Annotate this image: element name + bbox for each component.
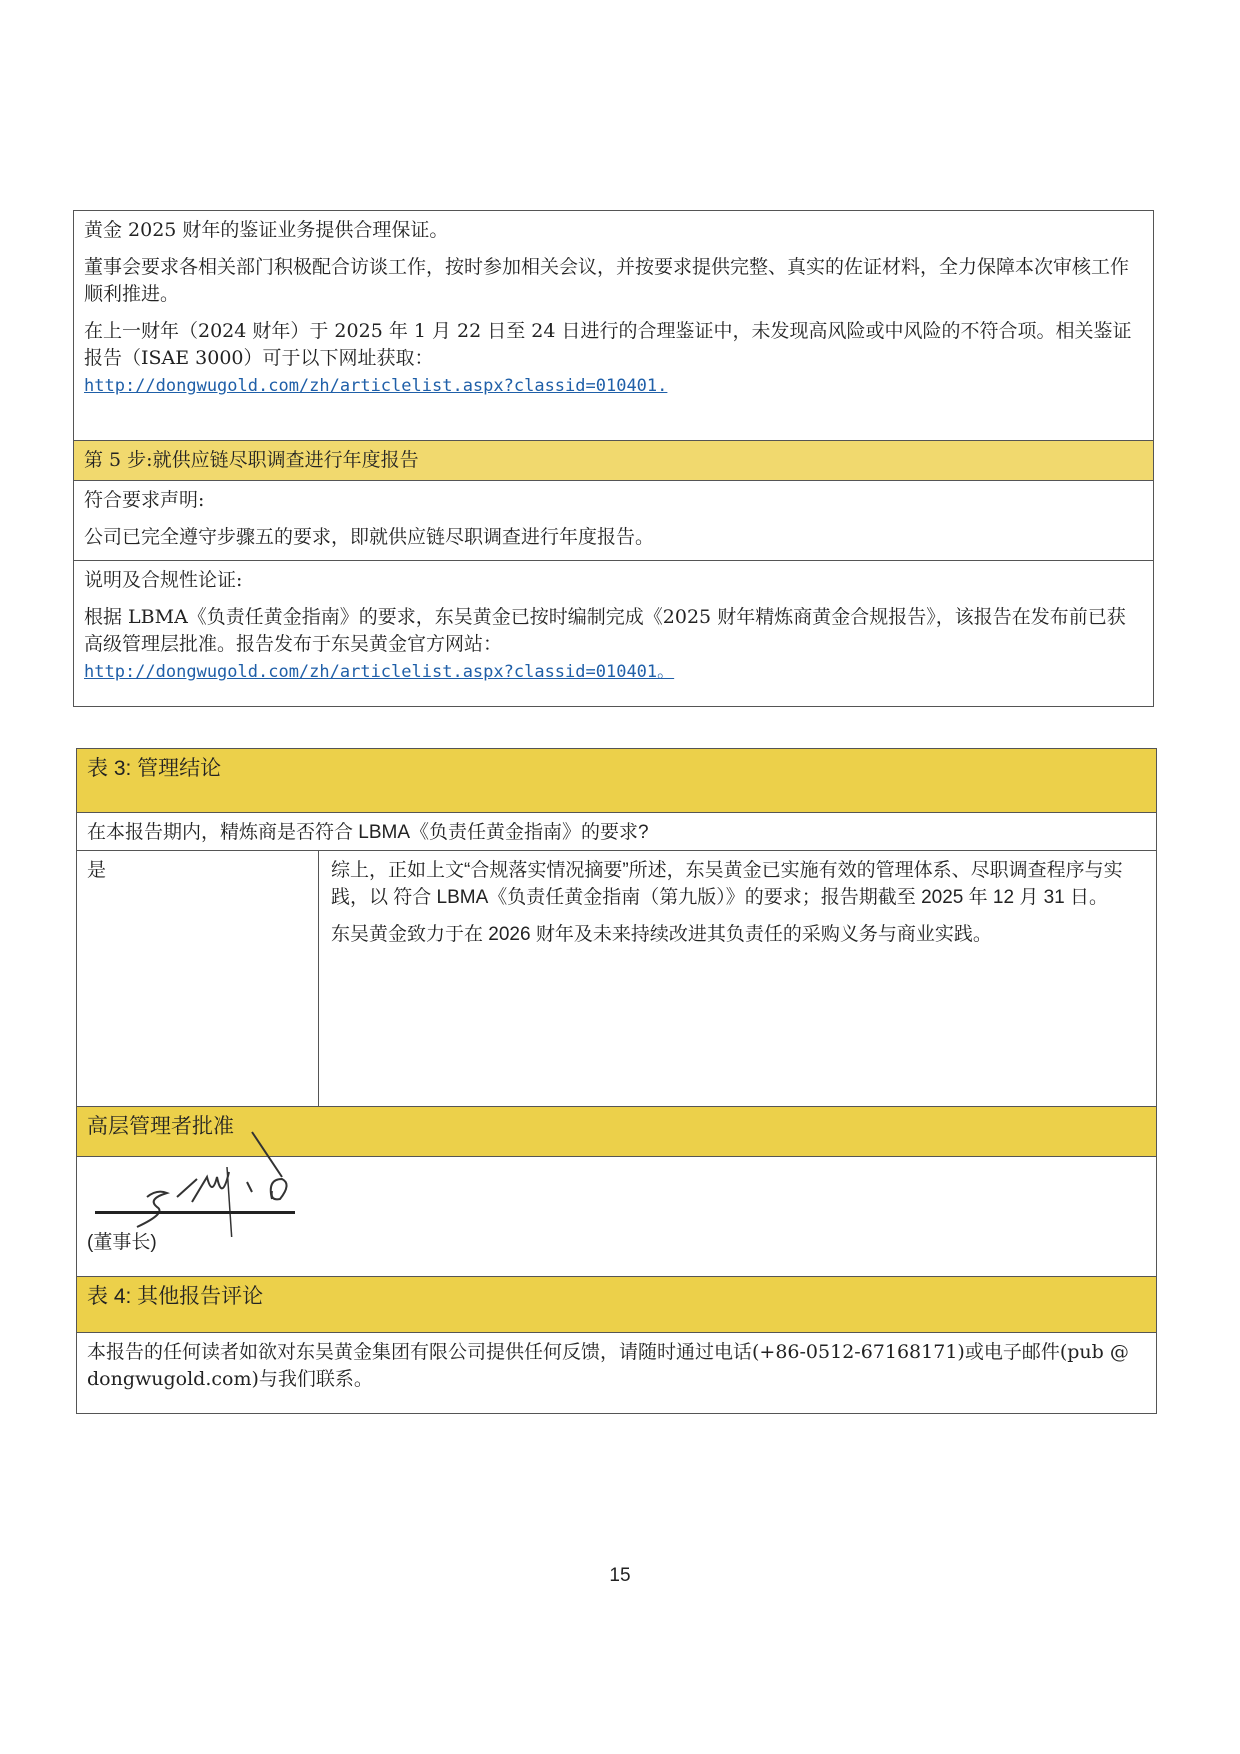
compliance-label: 符合要求声明: xyxy=(84,489,205,511)
report-website-link[interactable]: http://dongwugold.com/zh/articlelist.aspx?classid=010401。 xyxy=(84,662,675,682)
page-number: 15 xyxy=(609,1565,631,1586)
conclusion-cell xyxy=(319,851,1156,1106)
conclusion-paragraph: 东吴黄金致力于在 2026 财年及未来持续改进其负责任的采购义务与商业实践。 xyxy=(331,924,992,945)
justification-label: 说明及合规性论证: xyxy=(84,569,243,591)
table3-title: 表 3: 管理结论 xyxy=(87,757,222,780)
answer-value: 是 xyxy=(87,860,107,881)
paragraph: 董事会要求各相关部门积极配合访谈工作，按时参加相关会议，并按要求提供完整、真实的佐证材料，全力保障本次审核工作顺利推进。 xyxy=(84,256,1130,305)
compliance-row xyxy=(74,481,1153,561)
table3-header xyxy=(77,749,1156,813)
question-row xyxy=(77,813,1156,851)
conclusion-paragraph: 综上，正如上文“合规落实情况摘要”所述，东吴黄金已实施有效的管理体系、尽职调查程序与实践，以 符合 LBMA《负责任黄金指南（第九版）》的要求；报告期截至 2025 年 12 月 31 日。 xyxy=(331,860,1123,908)
assurance-report-link[interactable]: http://dongwugold.com/zh/articlelist.aspx?classid=010401. xyxy=(84,376,668,396)
table4-header xyxy=(77,1277,1156,1333)
signature-icon xyxy=(87,1127,327,1237)
answer-cell xyxy=(77,851,319,1106)
justification-text: 根据 LBMA《负责任黄金指南》的要求，东吴黄金已按时编制完成《2025 财年精炼商黄金合规报告》，该报告在发布前已获高级管理层批准。报告发布于东吴黄金官方网站： xyxy=(84,606,1126,655)
contact-text: 本报告的任何读者如欲对东吴黄金集团有限公司提供任何反馈，请随时通过电话(+86-0512-67168171)或电子邮件(pub @ dongwugold.com)与我们联系。 xyxy=(87,1341,1129,1390)
table4-comment-row xyxy=(77,1333,1156,1413)
justification-row xyxy=(74,561,1153,706)
compliance-statement: 公司已完全遵守步骤五的要求，即就供应链尽职调查进行年度报告。 xyxy=(84,526,655,548)
assurance-row xyxy=(74,211,1153,441)
step-table-continued xyxy=(73,210,1154,707)
step5-header xyxy=(74,441,1153,481)
signature-line xyxy=(95,1211,295,1214)
signatory-title: (董事长) xyxy=(87,1232,157,1253)
step5-title: 第 5 步:就供应链尽职调查进行年度报告 xyxy=(84,449,419,471)
approval-title: 高层管理者批准 xyxy=(87,1115,234,1138)
management-conclusion-table xyxy=(76,748,1157,1414)
paragraph: 黄金 2025 财年的鉴证业务提供合理保证。 xyxy=(84,219,449,241)
paragraph: 在上一财年（2024 财年）于 2025 年 1 月 22 日至 24 日进行的合理鉴证中，未发现高风险或中风险的不符合项。相关鉴证报告（ISAE 3000）可于以下网址获取： xyxy=(84,320,1132,369)
compliance-question: 在本报告期内，精炼商是否符合 LBMA《负责任黄金指南》的要求? xyxy=(87,822,649,843)
table4-title: 表 4: 其他报告评论 xyxy=(87,1285,264,1308)
signature-row xyxy=(77,1157,1156,1277)
answer-row xyxy=(77,851,1156,1107)
